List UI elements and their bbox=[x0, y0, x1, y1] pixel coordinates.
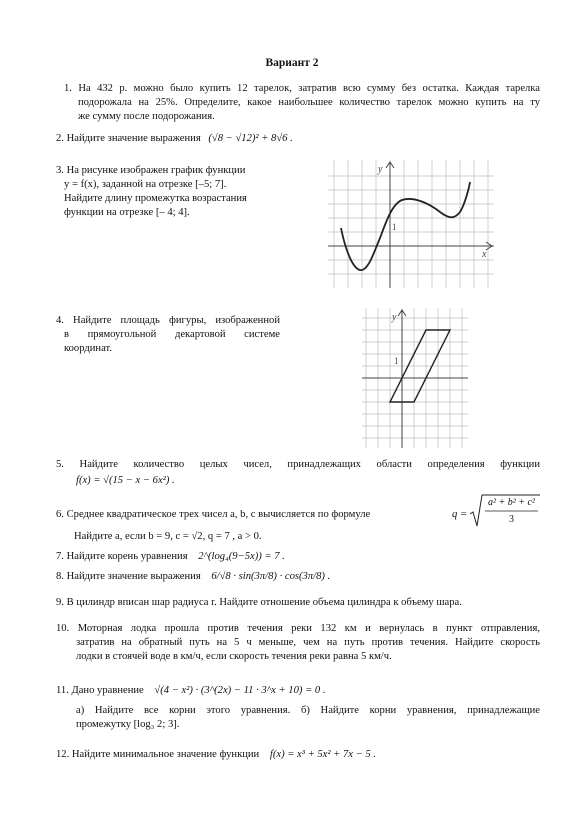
problem-6-line-1: 6. Среднее квадратическое трех чисел a, b, c вычисляется по формуле bbox=[56, 509, 371, 520]
problem-8-expression: 6/√8 · sin(3π/8) · cos(3π/8) . bbox=[211, 571, 331, 582]
problem-9: 9. В цилиндр вписан шар радиуса r. Найдите отношение объема цилиндра к объему шара. bbox=[56, 597, 462, 608]
problem-4-line-2: в прямоугольной декартовой системе bbox=[64, 329, 280, 340]
problem-5-line-1: 5. Найдите количество целых чисел, принадлежащих области определения функции bbox=[56, 459, 540, 470]
problem-7 bbox=[56, 550, 285, 564]
problem-8-text: 8. Найдите значение выражения bbox=[56, 571, 201, 582]
problem-1-line-3: же сумму после подорожания. bbox=[78, 111, 215, 122]
problem-4-line-3: координат. bbox=[64, 343, 112, 354]
problem-11 bbox=[56, 684, 325, 698]
rms-formula bbox=[452, 494, 542, 526]
problem-1-line-1: 1. На 432 р. можно было купить 12 тарелок, затратив всю сумму без остатка. Каждая тарелка bbox=[64, 83, 540, 94]
formula-denominator: 3 bbox=[509, 514, 514, 525]
problem-10-line-3: лодки в стоячей воде в км/ч, если скорость течения реки равна 5 км/ч. bbox=[76, 651, 392, 662]
function-graph bbox=[328, 160, 494, 288]
problem-7-text: 7. Найдите корень уравнения bbox=[56, 551, 188, 562]
formula-lhs: q = bbox=[452, 509, 468, 520]
problem-10-line-2: затратив на обратный путь на 5 ч меньше, чем на путь против течения. Найдите скорость bbox=[76, 637, 540, 648]
problem-6-line-2: Найдите a, если b = 9, c = √2, q = 7 , a > 0. bbox=[74, 531, 262, 542]
problem-12 bbox=[56, 748, 376, 762]
problem-8 bbox=[56, 570, 330, 584]
problem-3-line-2: y = f(x), заданной на отрезке [–5; 7]. bbox=[64, 179, 227, 190]
problem-11-line-2: а) Найдите все корни этого уравнения. б) Найдите корни уравнения, принадлежащие bbox=[76, 705, 540, 716]
problem-4-line-1: 4. Найдите площадь фигуры, изображенной bbox=[56, 315, 280, 326]
problem-2-text: 2. Найдите значение выражения bbox=[56, 133, 201, 144]
problem-11-expression: √(4 − x²) · (3^(2x) − 11 · 3^x + 10) = 0 . bbox=[154, 685, 326, 696]
problem-11-line-3: промежутку [log₃ 2; 3]. bbox=[76, 719, 180, 730]
figure-y-label: y bbox=[392, 312, 397, 323]
problem-12-text: 12. Найдите минимальное значение функции bbox=[56, 749, 260, 760]
problem-3-line-4: функции на отрезке [– 4; 4]. bbox=[64, 207, 190, 218]
formula-numerator: a² + b² + c² bbox=[488, 497, 535, 508]
problem-10-line-1: 10. Моторная лодка прошла против течения реки 132 км и вернулась в пункт отправления, bbox=[56, 623, 540, 634]
problem-7-expression: 2^(log₄(9−5x)) = 7 . bbox=[198, 551, 285, 562]
problem-3-line-1: 3. На рисунке изображен график функции bbox=[56, 165, 246, 176]
x-axis-label: x bbox=[482, 249, 487, 260]
variant-title: Вариант 2 bbox=[265, 57, 319, 69]
unit-label: 1 bbox=[392, 222, 397, 232]
function-curve bbox=[341, 182, 470, 270]
figure-unit-label: 1 bbox=[394, 356, 399, 366]
area-figure-graph bbox=[362, 308, 468, 448]
problem-12-expression: f(x) = x³ + 5x² + 7x − 5 . bbox=[269, 749, 377, 760]
problem-2 bbox=[56, 132, 293, 146]
problem-2-expression: (√8 − √12)² + 8√6 . bbox=[208, 133, 293, 144]
y-axis-label: y bbox=[378, 164, 383, 175]
problem-1-line-2: подорожала на 25%. Определите, какое наибольшее количество тарелок можно купить на ту bbox=[78, 97, 540, 108]
graph-grid bbox=[328, 160, 494, 288]
problem-11-text: 11. Дано уравнение bbox=[56, 685, 144, 696]
problem-3-line-3: Найдите длину промежутка возрастания bbox=[64, 193, 247, 204]
problem-5-expression: f(x) = √(15 − x − 6x²) . bbox=[76, 475, 175, 486]
